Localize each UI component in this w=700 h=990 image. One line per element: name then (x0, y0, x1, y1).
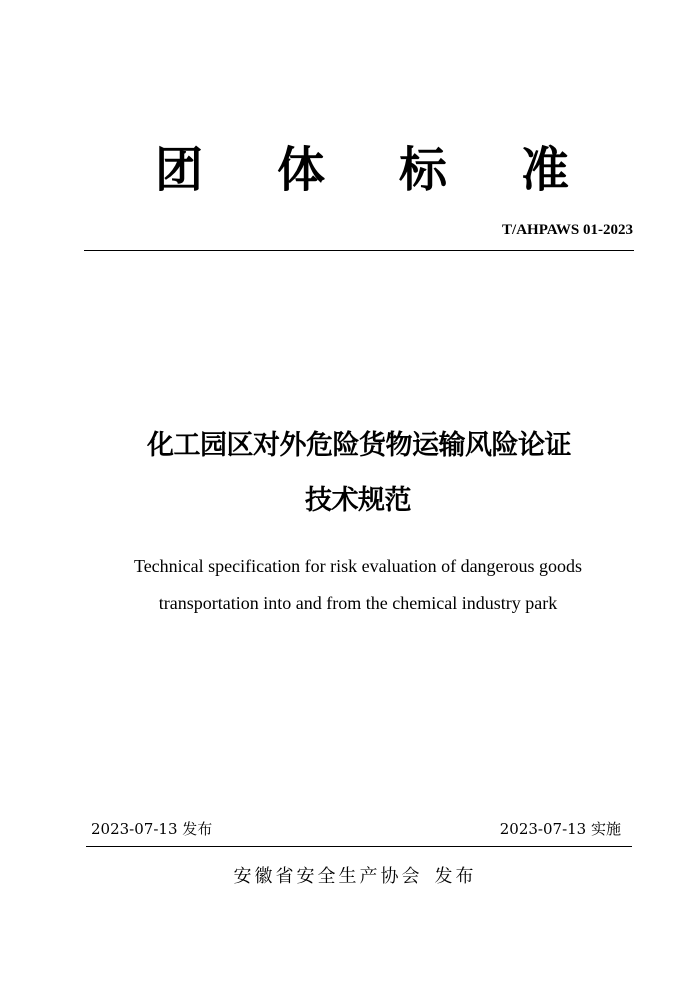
english-title-line-2: transportation into and from the chemical industry park (158, 593, 558, 613)
issue-date: 2023-07-13 发布 (91, 820, 213, 838)
title-char-3: 标 (398, 142, 447, 198)
title-char-4: 准 (520, 142, 569, 198)
bottom-divider (86, 846, 632, 847)
chinese-title-line-1: 化工园区对外危险货物运输风险论证 (147, 430, 571, 461)
top-divider (84, 250, 634, 251)
title-char-1: 团 (154, 142, 203, 198)
publisher-line (0, 864, 700, 890)
chinese-title-line-2: 技术规范 (305, 485, 411, 516)
title-char-2: 体 (276, 142, 325, 198)
publisher-org: 安徽省安全生产协会 (233, 866, 423, 887)
publisher-action: 发布 (434, 866, 477, 887)
standard-number: T/AHPAWS 01-2023 (502, 222, 633, 238)
english-title-line-1: Technical specification for risk evaluation of dangerous goods (133, 556, 583, 576)
implementation-date: 2023-07-13 实施 (499, 820, 621, 838)
document-type-title (152, 138, 572, 202)
